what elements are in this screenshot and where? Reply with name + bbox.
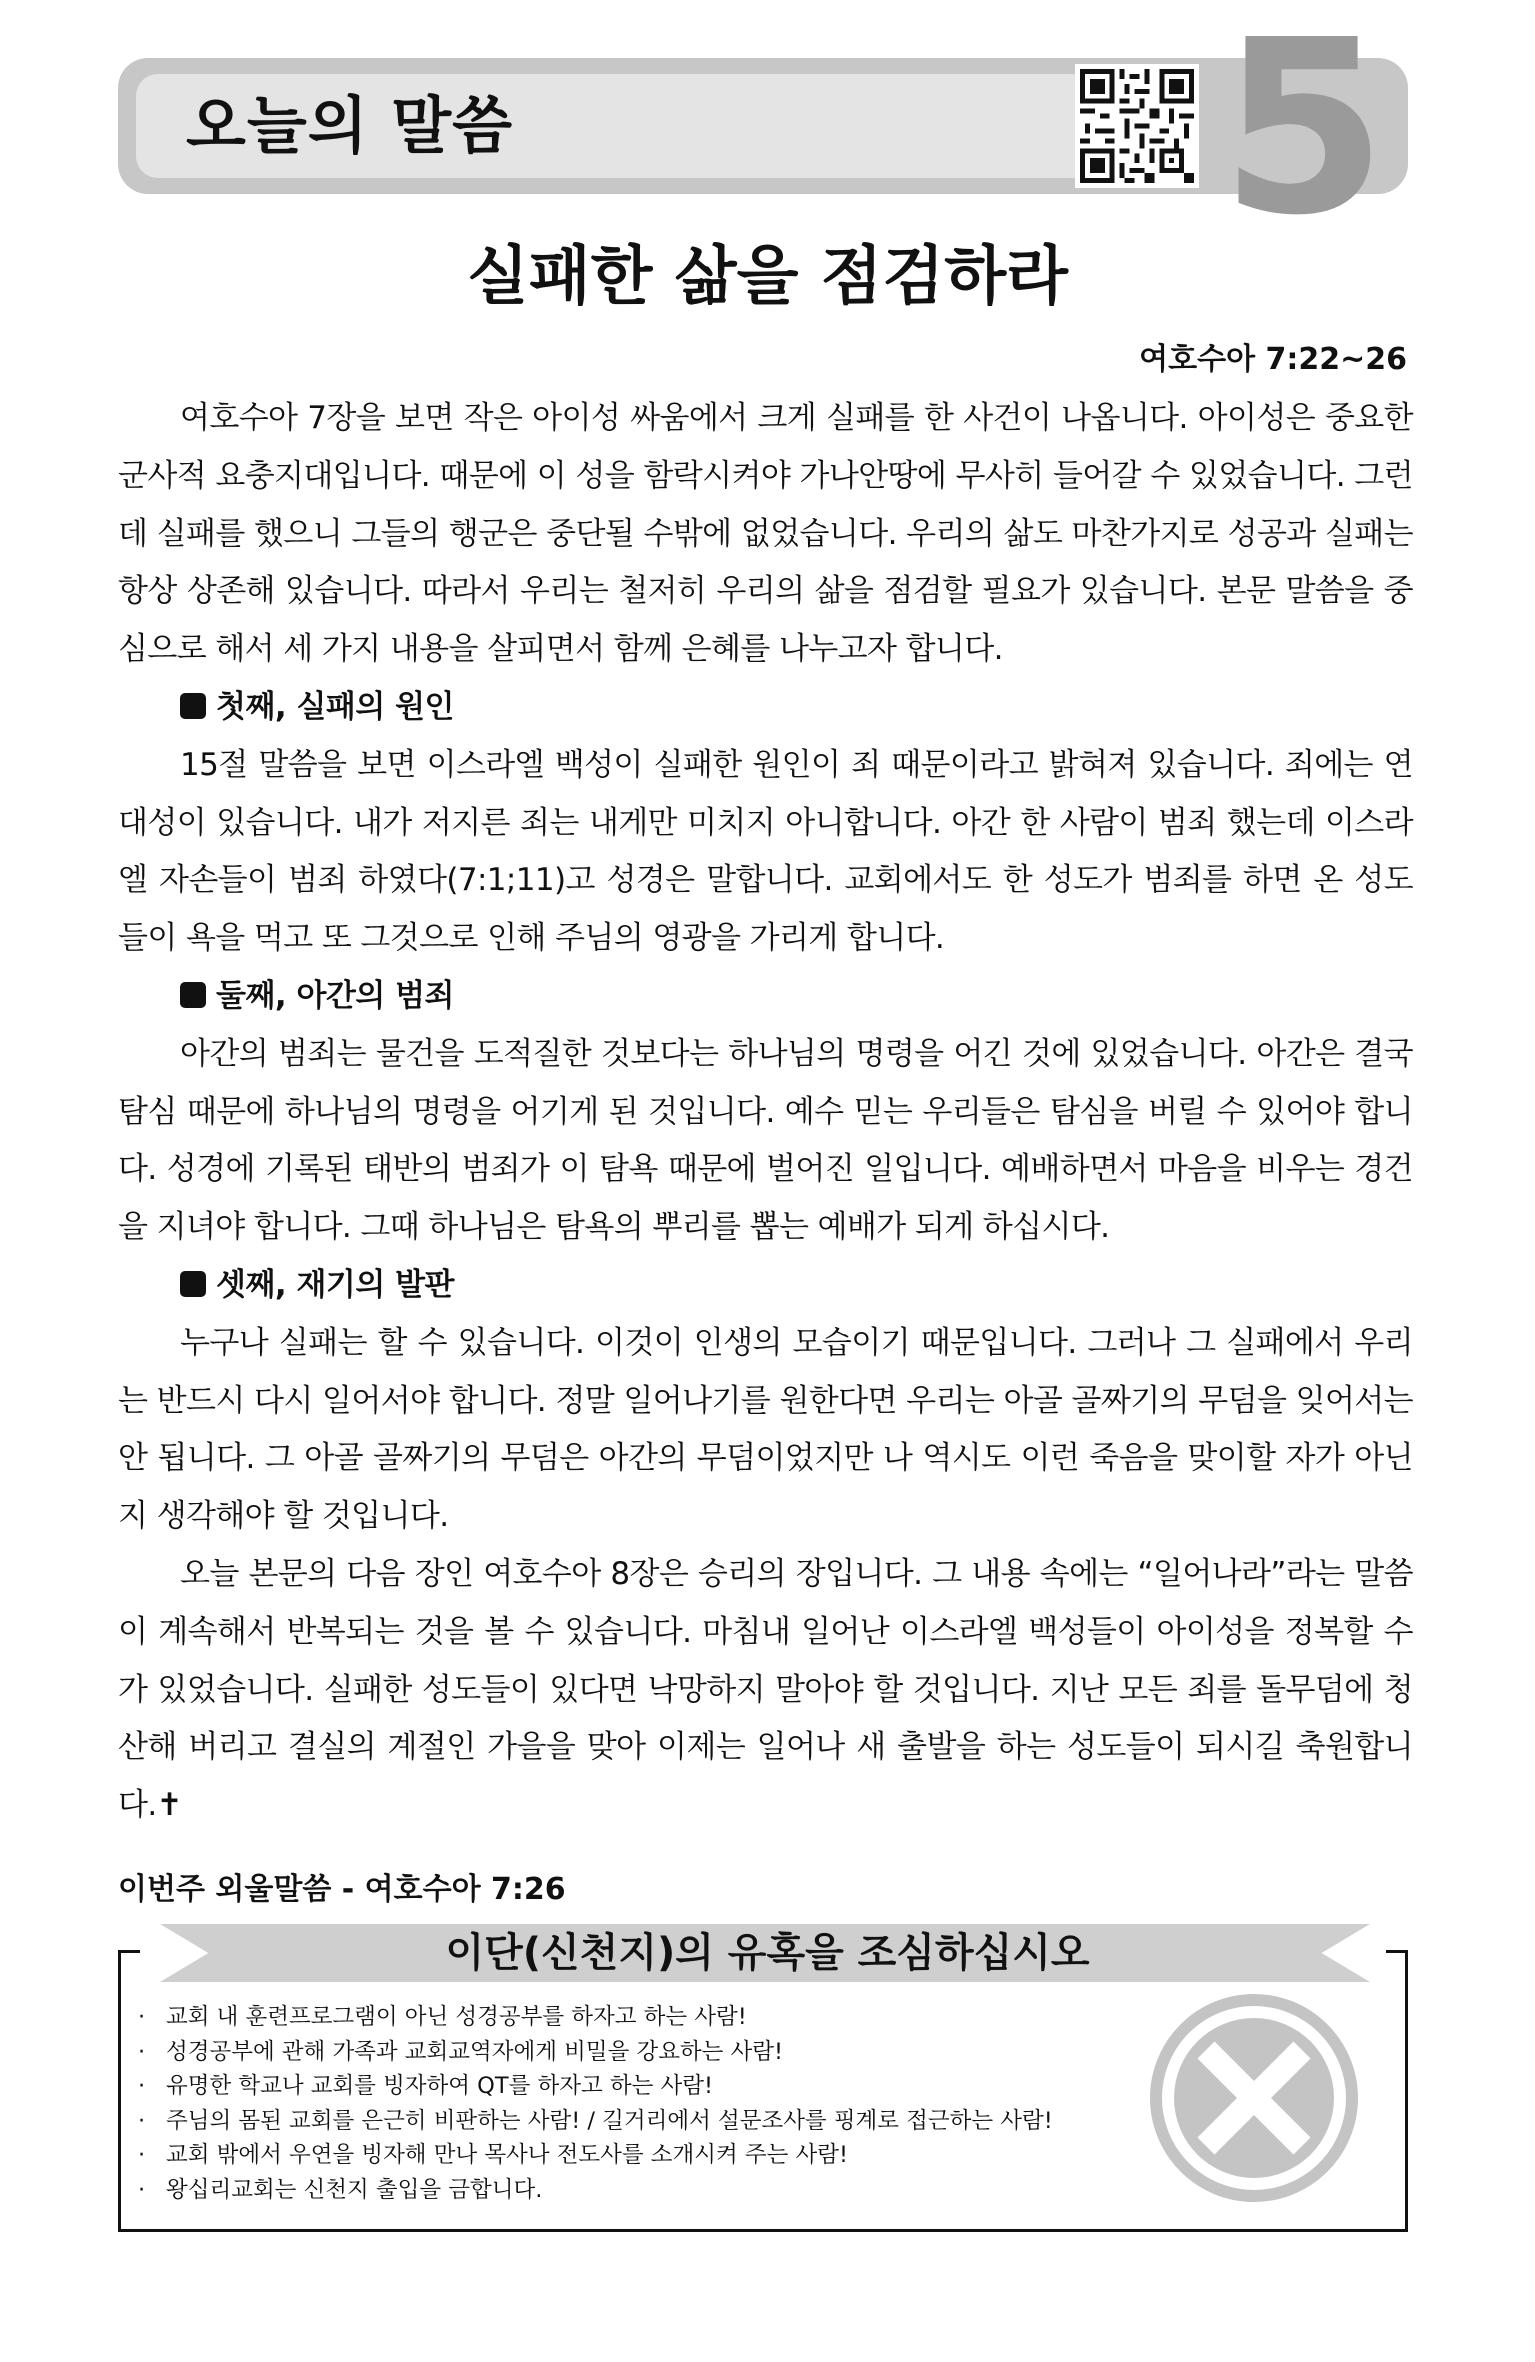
no-entry-x-icon [1148, 1992, 1360, 2204]
list-item: · 유명한 학교나 교회를 빙자하여 QT를 하자고 하는 사람! [138, 2069, 1053, 2104]
list-item: · 왕십리교회는 신천지 출입을 금합니다. [138, 2173, 1053, 2208]
page-number: 5 [1220, 0, 1387, 268]
qr-code-icon[interactable] [1075, 64, 1199, 188]
section-heading: 첫째, 실패의 원인 [118, 679, 1413, 737]
section-heading: 둘째, 아간의 범죄 [118, 968, 1413, 1026]
square-bullet-icon [180, 982, 206, 1008]
section-paragraph: 15절 말씀을 보면 이스라엘 백성이 실패한 원인이 죄 때문이라고 밝혀져 있습니다. 죄에는 연대성이 있습니다. 내가 저지른 죄는 내게만 미치지 아니합니다. 아간 한 사람이 범죄 했는데 이스라엘 자손들이 범죄 하였다(7:1;11)고 성경은 말합니다. 교회에서도 한 성도가 범죄를 하면 온 성도들이 욕을 먹고 또 그것으로 인해 주님의 영광을 가리게 합니다. [118, 746, 1413, 957]
square-bullet-icon [180, 693, 206, 719]
section-heading: 셋째, 재기의 발판 [118, 1257, 1413, 1315]
article-body [118, 390, 1413, 1835]
list-item: · 주님의 몸된 교회를 은근히 비판하는 사람! / 길거리에서 설문조사를 핑계로 접근하는 사람! [138, 2104, 1053, 2139]
scripture-reference: 여호수아 7:22~26 [1139, 342, 1407, 377]
intro-paragraph: 여호수아 7장을 보면 작은 아이성 싸움에서 크게 실패를 한 사건이 나옵니다. 아이성은 중요한 군사적 요충지대입니다. 때문에 이 성을 함락시켜야 가나안땅에 무사히 들어갈 수 있었습니다. 그런데 실패를 했으니 그들의 행군은 중단될 수밖에 없었습니다. 우리의 삶도 마찬가지로 성공과 실패는 항상 상존해 있습니다. 따라서 우리는 철저히 우리의 삶을 점검할 필요가 있습니다. 본문 말씀을 중심으로 해서 세 가지 내용을 살피면서 함께 은혜를 나누고자 합니다. [118, 400, 1413, 668]
section-paragraph: 아간의 범죄는 물건을 도적질한 것보다는 하나님의 명령을 어긴 것에 있었습니다. 아간은 결국 탐심 때문에 하나님의 명령을 어기게 된 것입니다. 예수 믿는 우리들은 탐심을 버릴 수 있어야 합니다. 성경에 기록된 태반의 범죄가 이 탐욕 때문에 벌어진 일입니다. 예배하면서 마음을 비우는 경건을 지녀야 합니다. 그때 하나님은 탐욕의 뿌리를 뽑는 예배가 되게 하십시다. [118, 1035, 1413, 1246]
square-bullet-icon [180, 1271, 206, 1297]
conclusion-paragraph: 오늘 본문의 다음 장인 여호수아 8장은 승리의 장입니다. 그 내용 속에는 “일어나라”라는 말씀이 계속해서 반복되는 것을 볼 수 있습니다. 마침내 일어난 이스라엘 백성들이 아이성을 정복할 수가 있었습니다. 실패한 성도들이 있다면 낙망하지 말아야 할 것입니다. 지난 모든 죄를 돌무덤에 청산해 버리고 결실의 계절인 가을을 맞아 이제는 일어나 새 출발을 하는 성도들이 되시길 축원합니다.✝ [118, 1555, 1413, 1824]
article-title: 실패한 삶을 점검하라 [467, 240, 1068, 314]
list-item: · 교회 밖에서 우연을 빙자해 만나 목사나 전도사를 소개시켜 주는 사람! [138, 2138, 1053, 2173]
list-item: · 교회 내 훈련프로그램이 아닌 성경공부를 하자고 하는 사람! [138, 2000, 1053, 2035]
section-title: 오늘의 말씀 [186, 89, 514, 162]
warning-list [138, 2000, 1053, 2208]
section-paragraph: 누구나 실패는 할 수 있습니다. 이것이 인생의 모습이기 때문입니다. 그러나 그 실패에서 우리는 반드시 다시 일어서야 합니다. 정말 일어나기를 원한다면 우리는 아골 골짜기의 무덤을 잊어서는 안 됩니다. 그 아골 골짜기의 무덤은 아간의 무덤이었지만 나 역시도 이런 죽음을 맞이할 자가 아닌지 생각해야 할 것입니다. [118, 1324, 1413, 1535]
memory-verse: 이번주 외울말씀 - 여호수아 7:26 [118, 1872, 566, 1907]
warning-title: 이단(신천지)의 유혹을 조심하십시오 [445, 1930, 1090, 1976]
list-item: · 성경공부에 관해 가족과 교회교역자에게 비밀을 강요하는 사람! [138, 2035, 1053, 2070]
